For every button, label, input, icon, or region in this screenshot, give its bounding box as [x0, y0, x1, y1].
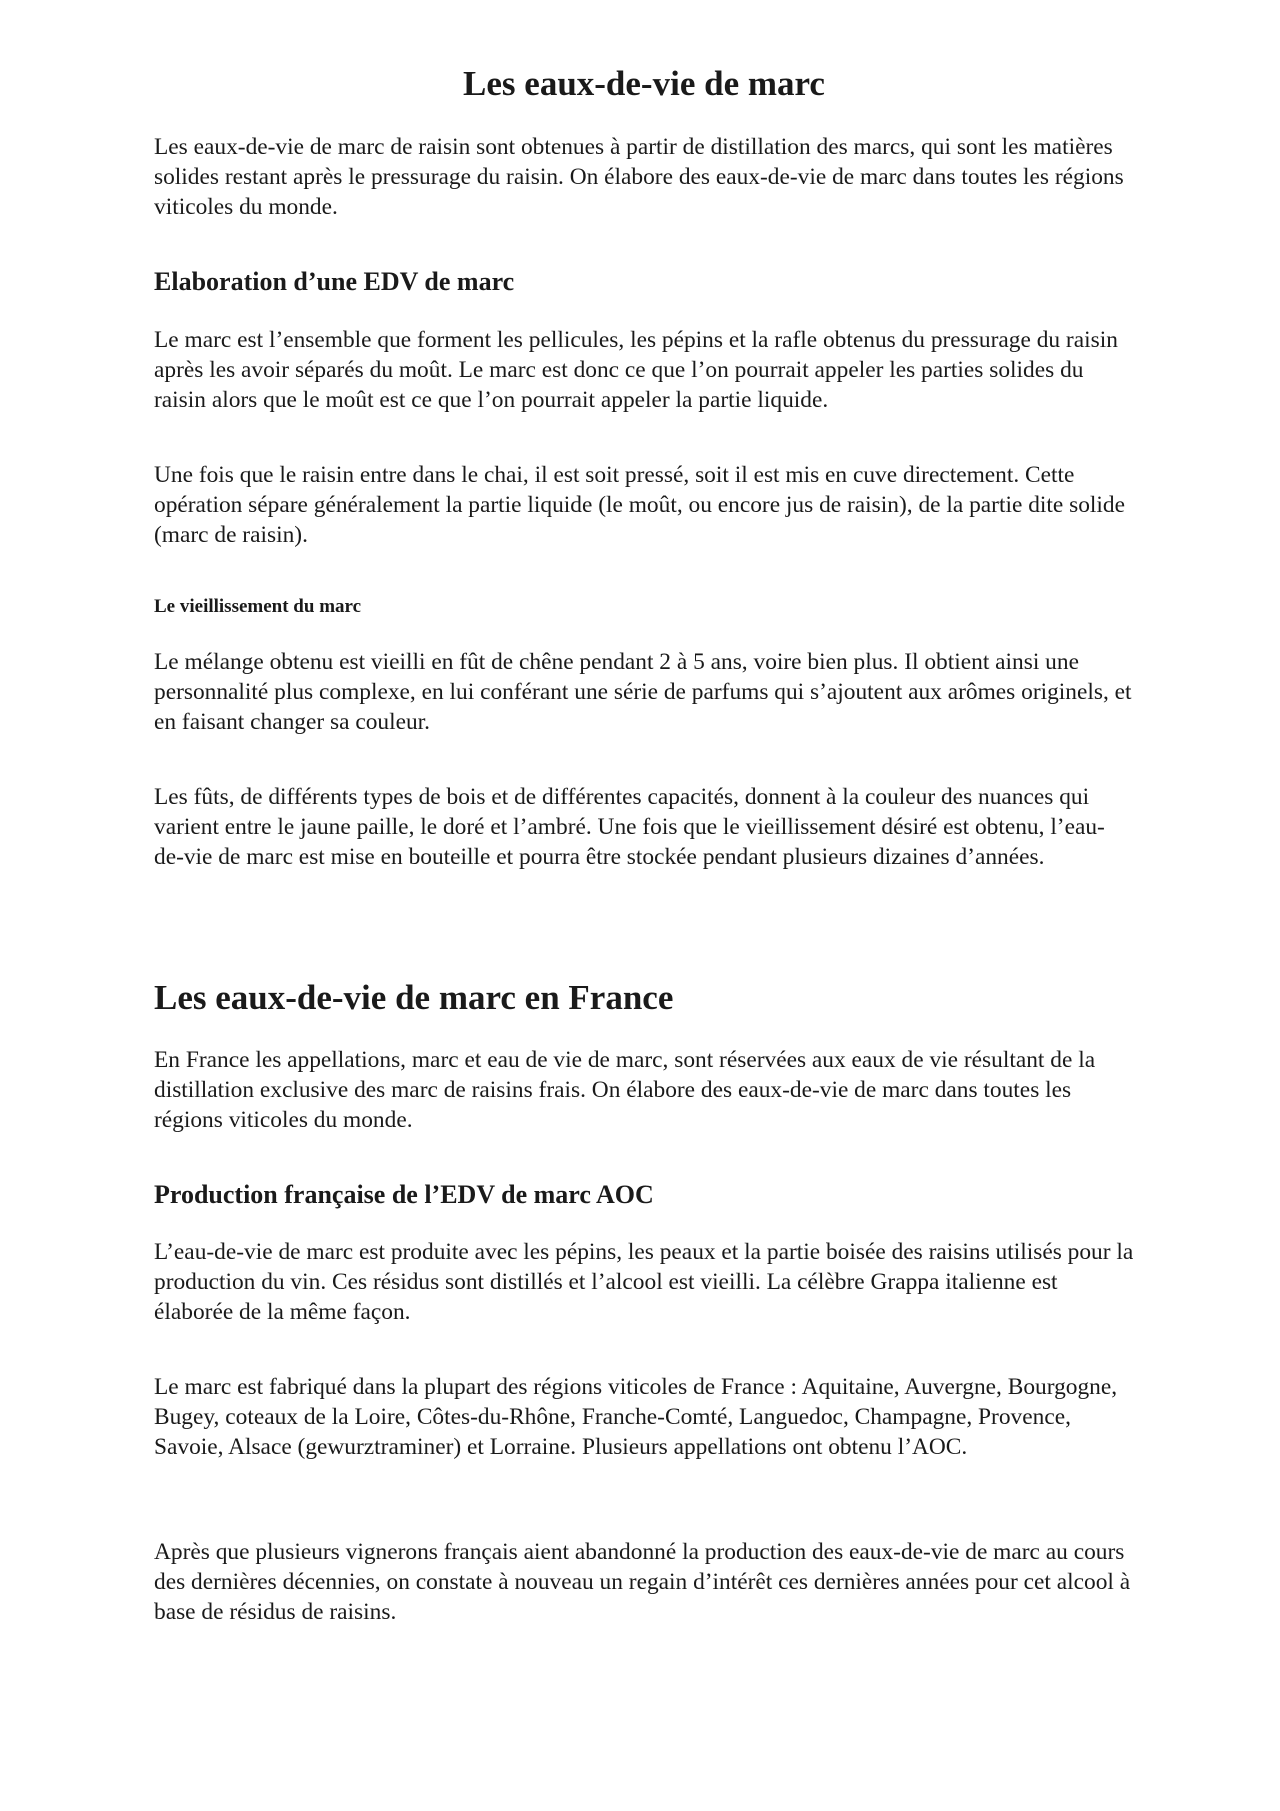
- section1-subheading: Le vieillissement du marc: [154, 596, 362, 617]
- section1-paragraph-4: Les fûts, de différents types de bois et de différentes capacités, donnent à la couleur des nuances qui varient entre le jaune paille, le doré et l’ambré. Une fois que le vieillissement désiré est obtenu, l’eau-de-vie de marc est mise en bouteille et pourra être stockée pendant plusieurs dizaines d’années.: [154, 784, 1105, 870]
- document-title: Les eaux-de-vie de marc: [463, 64, 825, 103]
- section1-heading: Elaboration d’une EDV de marc: [154, 267, 515, 296]
- section2-subheading: Production française de l’EDV de marc AOC: [154, 1180, 654, 1209]
- section2-paragraph-4: Après que plusieurs vignerons français aient abandonné la production des eaux-de-vie de marc au cours des dernières décennies, on constate à nouveau un regain d’intérêt ces dernières années pour cet alcool à base de résidus de raisins.: [154, 1539, 1131, 1625]
- section1-paragraph-1: Le marc est l’ensemble que forment les pellicules, les pépins et la rafle obtenus du pressurage du raisin après les avoir séparés du moût. Le marc est donc ce que l’on pourrait appeler les parties solides du raisin alors que le moût est ce que l’on pourrait appeler la partie liquide.: [154, 327, 1118, 413]
- intro-paragraph: Les eaux-de-vie de marc de raisin sont obtenues à partir de distillation des marcs, qui sont les matières solides restant après le pressurage du raisin. On élabore des eaux-de-vie de marc dans toutes les régions viticoles du monde.: [154, 134, 1124, 220]
- section1-paragraph-3: Le mélange obtenu est vieilli en fût de chêne pendant 2 à 5 ans, voire bien plus. Il obtient ainsi une personnalité plus complexe, en lui conférant une série de parfums qui s’ajoutent aux arômes originels, et en faisant changer sa couleur.: [154, 649, 1132, 735]
- section2-paragraph-2: L’eau-de-vie de marc est produite avec les pépins, les peaux et la partie boisée des raisins utilisés pour la production du vin. Ces résidus sont distillés et l’alcool est vieilli. La célèbre Grappa italienne est élaborée de la même façon.: [154, 1239, 1134, 1325]
- section2-paragraph-3: Le marc est fabriqué dans la plupart des régions viticoles de France : Aquitaine, Auvergne, Bourgogne, Bugey, coteaux de la Loire, Côtes-du-Rhône, Franche-Comté, Languedoc, Champagne, Provence, Savoie, Alsace (gewurztraminer) et Lorraine. Plusieurs appellations ont obtenu l’AOC.: [154, 1374, 1118, 1460]
- section1-paragraph-2: Une fois que le raisin entre dans le chai, il est soit pressé, soit il est mis en cuve directement. Cette opération sépare généralement la partie liquide (le moût, ou encore jus de raisin), de la partie dite solide (marc de raisin).: [154, 462, 1125, 548]
- section2-heading: Les eaux-de-vie de marc en France: [154, 978, 674, 1017]
- section2-paragraph-1: En France les appellations, marc et eau de vie de marc, sont réservées aux eaux de vie résultant de la distillation exclusive des marc de raisins frais. On élabore des eaux-de-vie de marc dans toutes les régions viticoles du monde.: [154, 1047, 1096, 1133]
